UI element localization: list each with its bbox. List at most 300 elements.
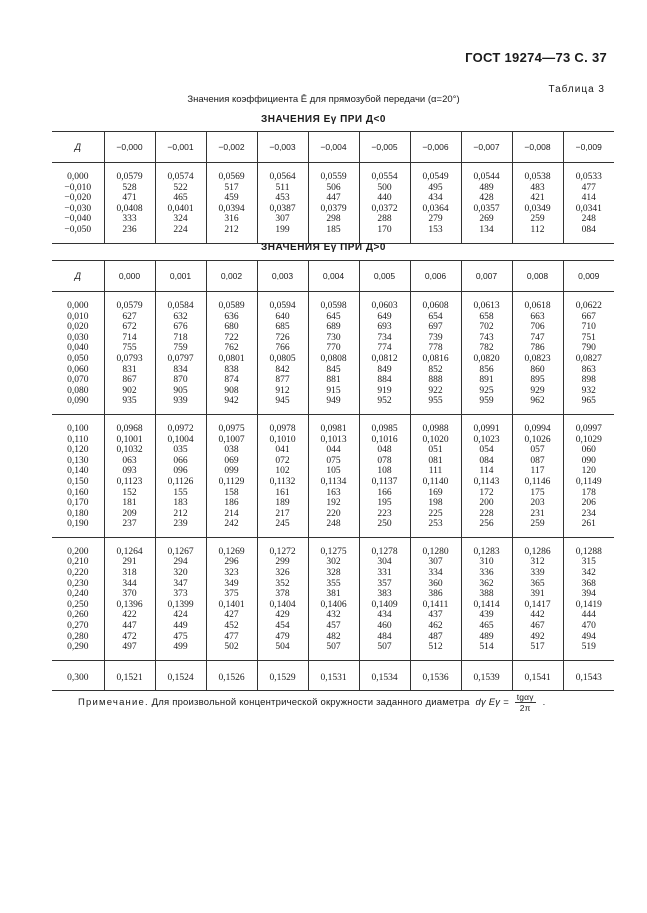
table-value: 427 bbox=[224, 610, 239, 621]
table-value: 452 bbox=[224, 621, 239, 632]
table-value: 718 bbox=[173, 332, 188, 343]
table-value: 0,1529 bbox=[269, 672, 296, 683]
value-cell bbox=[563, 537, 614, 660]
table-value: 0,0797 bbox=[167, 353, 194, 364]
table-value: 299 bbox=[275, 557, 290, 568]
value-cell bbox=[410, 292, 461, 415]
value-cell bbox=[155, 292, 206, 415]
table-value: 312 bbox=[530, 557, 545, 568]
value-cell bbox=[410, 537, 461, 660]
table-value: 224 bbox=[173, 224, 188, 235]
table-value: 465 bbox=[479, 621, 494, 632]
table-value: 747 bbox=[530, 332, 545, 343]
column-header: 0,006 bbox=[410, 261, 461, 292]
d-value: 0,020 bbox=[67, 322, 89, 333]
value-cell bbox=[206, 537, 257, 660]
table-value: 519 bbox=[581, 642, 596, 653]
table-value: 378 bbox=[275, 589, 290, 600]
table-value: 185 bbox=[326, 224, 341, 235]
table-value: 0,0364 bbox=[422, 203, 449, 214]
table-value: 475 bbox=[173, 631, 188, 642]
table-caption: Значения коэффициента Ē для прямозубой передачи (α=20°) bbox=[187, 94, 460, 105]
column-header: 0,008 bbox=[512, 261, 563, 292]
table-value: 386 bbox=[428, 589, 443, 600]
value-cell bbox=[461, 292, 512, 415]
d-value: 0,250 bbox=[67, 599, 89, 610]
table-value: 506 bbox=[326, 182, 341, 193]
d-value: 0,110 bbox=[67, 434, 89, 445]
value-cell bbox=[206, 292, 257, 415]
table-value: 355 bbox=[326, 578, 341, 589]
table-value: 0,0972 bbox=[167, 423, 194, 434]
table-value: 352 bbox=[275, 578, 290, 589]
table-value: 0,1399 bbox=[167, 599, 194, 610]
table-value: 0,0349 bbox=[524, 203, 551, 214]
table-value: 0,1417 bbox=[524, 599, 551, 610]
table-value: 877 bbox=[275, 375, 290, 386]
table-value: 0,0538 bbox=[524, 172, 551, 182]
table-value: 722 bbox=[224, 332, 239, 343]
table-value: 0,0533 bbox=[575, 172, 602, 182]
table-value: 888 bbox=[428, 375, 443, 386]
table-value: 291 bbox=[122, 557, 137, 568]
table-value: 434 bbox=[428, 193, 443, 204]
table-value: 0,1531 bbox=[320, 672, 347, 683]
table-value: 234 bbox=[581, 508, 596, 519]
table-value: 365 bbox=[530, 578, 545, 589]
value-cell bbox=[104, 163, 155, 244]
table-value: 685 bbox=[275, 322, 290, 333]
footnote-text: Для произвольной концентрической окружности заданного диаметра bbox=[151, 697, 470, 709]
column-header: 0,004 bbox=[308, 261, 359, 292]
table-value: 044 bbox=[326, 445, 341, 456]
table-value: 209 bbox=[122, 508, 137, 519]
table-value: 437 bbox=[428, 610, 443, 621]
table-value: 959 bbox=[479, 396, 494, 407]
table-value: 279 bbox=[428, 214, 443, 225]
table-value: 0,0991 bbox=[473, 423, 500, 434]
table-value: 316 bbox=[224, 214, 239, 225]
table-value: 0,1134 bbox=[320, 476, 347, 487]
column-header: −0,008 bbox=[512, 132, 563, 163]
table-value: 236 bbox=[122, 224, 137, 235]
table-value: 439 bbox=[479, 610, 494, 621]
table-value: 0,1137 bbox=[371, 476, 398, 487]
table-value: 093 bbox=[122, 466, 137, 477]
table-value: 449 bbox=[173, 621, 188, 632]
table-value: 459 bbox=[224, 193, 239, 204]
table-row-group bbox=[52, 537, 614, 660]
table-value: 114 bbox=[479, 466, 494, 477]
d-values-cell bbox=[52, 537, 104, 660]
table-value: 0,0808 bbox=[320, 353, 347, 364]
table-value: 0,0608 bbox=[422, 301, 449, 311]
table-value: 955 bbox=[428, 396, 443, 407]
value-cell bbox=[512, 292, 563, 415]
table-value: 373 bbox=[173, 589, 188, 600]
table-value: 730 bbox=[326, 332, 341, 343]
table-value: 511 bbox=[275, 182, 290, 193]
table-value: 915 bbox=[326, 385, 341, 396]
table-value: 845 bbox=[326, 364, 341, 375]
column-header: 0,005 bbox=[359, 261, 410, 292]
table-value: 178 bbox=[581, 487, 596, 498]
table-value: 0,0584 bbox=[167, 301, 194, 311]
table-value: 0,0820 bbox=[473, 353, 500, 364]
table-value: 237 bbox=[122, 519, 137, 530]
table-value: 0,0997 bbox=[575, 423, 602, 434]
column-header: 0,001 bbox=[155, 261, 206, 292]
table-value: 929 bbox=[530, 385, 545, 396]
table-value: 0,0618 bbox=[524, 301, 551, 311]
table-value: 0,0968 bbox=[116, 423, 143, 434]
value-cell bbox=[563, 660, 614, 691]
value-cell bbox=[512, 414, 563, 537]
table-value: 038 bbox=[224, 445, 239, 456]
table-value: 902 bbox=[122, 385, 137, 396]
table-value: 627 bbox=[122, 311, 137, 322]
column-header-d: Д bbox=[74, 141, 81, 152]
table-value: 054 bbox=[479, 445, 494, 456]
table-value: 0,0554 bbox=[371, 172, 398, 182]
d-value: −0,030 bbox=[64, 203, 92, 214]
table-value: 514 bbox=[479, 642, 494, 653]
value-cell bbox=[104, 660, 155, 691]
table-value: 349 bbox=[224, 578, 239, 589]
value-cell bbox=[308, 537, 359, 660]
table-value: 170 bbox=[377, 224, 392, 235]
table-value: 041 bbox=[275, 445, 290, 456]
table-value: 697 bbox=[428, 322, 443, 333]
table-value: 726 bbox=[275, 332, 290, 343]
table-value: 212 bbox=[224, 224, 239, 235]
table-value: 347 bbox=[173, 578, 188, 589]
table-value: 0,1272 bbox=[269, 546, 296, 557]
value-cell bbox=[257, 292, 308, 415]
table-value: 831 bbox=[122, 364, 137, 375]
table-value: 702 bbox=[479, 322, 494, 333]
table-value: 298 bbox=[326, 214, 341, 225]
table-value: 169 bbox=[428, 487, 443, 498]
table-value: 0,1023 bbox=[473, 434, 500, 445]
table-value: 0,0801 bbox=[218, 353, 245, 364]
table-value: 0,1132 bbox=[269, 476, 296, 487]
table-value: 0,1010 bbox=[269, 434, 296, 445]
table-value: 388 bbox=[479, 589, 494, 600]
table-value: 323 bbox=[224, 568, 239, 579]
d-value: 0,170 bbox=[67, 498, 89, 509]
table-value: 965 bbox=[581, 396, 596, 407]
column-header: −0,003 bbox=[257, 132, 308, 163]
table-value: 326 bbox=[275, 568, 290, 579]
table-value: 0,0394 bbox=[218, 203, 245, 214]
table-value: 072 bbox=[275, 455, 290, 466]
table-value: 0,1414 bbox=[473, 599, 500, 610]
table-value: 336 bbox=[479, 568, 494, 579]
table-value: 472 bbox=[122, 631, 137, 642]
column-header: −0,004 bbox=[308, 132, 359, 163]
table-value: 434 bbox=[377, 610, 392, 621]
d-value: 0,010 bbox=[67, 311, 89, 322]
table-value: 0,0598 bbox=[320, 301, 347, 311]
table-value: 0,1267 bbox=[167, 546, 194, 557]
table-value: 693 bbox=[377, 322, 392, 333]
table-value: 962 bbox=[530, 396, 545, 407]
table-value: 155 bbox=[173, 487, 188, 498]
d-value: 0,030 bbox=[67, 332, 89, 343]
table-value: 881 bbox=[326, 375, 341, 386]
table-value: 421 bbox=[530, 193, 545, 204]
value-cell bbox=[461, 537, 512, 660]
table-value: 751 bbox=[581, 332, 596, 343]
table-value: 0,1401 bbox=[218, 599, 245, 610]
table-value: 489 bbox=[479, 631, 494, 642]
table-value: 102 bbox=[275, 466, 290, 477]
footnote-formula-end: . bbox=[542, 697, 546, 709]
value-cell bbox=[257, 163, 308, 244]
table-value: 495 bbox=[428, 182, 443, 193]
table-value: 432 bbox=[326, 610, 341, 621]
table-value: 714 bbox=[122, 332, 137, 343]
table-value: 0,1411 bbox=[422, 599, 449, 610]
value-cell bbox=[257, 660, 308, 691]
table-value: 497 bbox=[122, 642, 137, 653]
column-header: −0,009 bbox=[563, 132, 614, 163]
column-header-d: Д bbox=[74, 270, 81, 281]
table-value: 422 bbox=[122, 610, 137, 621]
value-cell bbox=[359, 163, 410, 244]
table-row-group bbox=[52, 292, 614, 415]
value-cell bbox=[257, 537, 308, 660]
table-value: 069 bbox=[224, 455, 239, 466]
table-value: 117 bbox=[530, 466, 545, 477]
table-value: 304 bbox=[377, 557, 392, 568]
column-header: −0,007 bbox=[461, 132, 512, 163]
table-value: 442 bbox=[530, 610, 545, 621]
table-value: 259 bbox=[530, 214, 545, 225]
table-value: 932 bbox=[581, 385, 596, 396]
table-value: 465 bbox=[173, 193, 188, 204]
value-cell bbox=[104, 414, 155, 537]
table-value: 898 bbox=[581, 375, 596, 386]
table-value: 394 bbox=[581, 589, 596, 600]
table-value: 0,0978 bbox=[269, 423, 296, 434]
table-value: 192 bbox=[326, 498, 341, 509]
table-value: 370 bbox=[122, 589, 137, 600]
d-value: 0,290 bbox=[67, 642, 89, 653]
value-cell bbox=[512, 660, 563, 691]
table-value: 183 bbox=[173, 498, 188, 509]
value-cell bbox=[563, 163, 614, 244]
value-cell bbox=[461, 660, 512, 691]
formula-numerator: tgαγ bbox=[516, 692, 534, 702]
table-value: 0,0975 bbox=[218, 423, 245, 434]
d-value: 0,220 bbox=[67, 568, 89, 579]
table-value: 482 bbox=[326, 631, 341, 642]
table-value: 239 bbox=[173, 519, 188, 530]
value-cell bbox=[104, 292, 155, 415]
table-value: 328 bbox=[326, 568, 341, 579]
table-value: 248 bbox=[326, 519, 341, 530]
d-value: 0,060 bbox=[67, 364, 89, 375]
table-value: 507 bbox=[326, 642, 341, 653]
table-row-group bbox=[52, 660, 614, 691]
table-value: 849 bbox=[377, 364, 392, 375]
table-value: 0,1275 bbox=[320, 546, 347, 557]
table-value: 457 bbox=[326, 621, 341, 632]
table-value: 120 bbox=[581, 466, 596, 477]
table-value: 447 bbox=[326, 193, 341, 204]
footnote-formula-fraction bbox=[515, 692, 536, 713]
table-value: 0,1539 bbox=[473, 672, 500, 683]
table-value: 939 bbox=[173, 396, 188, 407]
value-cell bbox=[308, 414, 359, 537]
value-cell bbox=[410, 660, 461, 691]
table-value: 048 bbox=[377, 445, 392, 456]
d-value: 0,150 bbox=[67, 476, 89, 487]
footnote bbox=[78, 692, 545, 713]
table-value: 672 bbox=[122, 322, 137, 333]
d-value: 0,130 bbox=[67, 455, 89, 466]
table-value: 152 bbox=[122, 487, 137, 498]
value-cell bbox=[206, 163, 257, 244]
table-value: 181 bbox=[122, 498, 137, 509]
table-value: 838 bbox=[224, 364, 239, 375]
d-value: 0,240 bbox=[67, 589, 89, 600]
table-value: 908 bbox=[224, 385, 239, 396]
d-value: 0,100 bbox=[67, 423, 89, 434]
value-cell bbox=[155, 163, 206, 244]
value-cell bbox=[206, 414, 257, 537]
table-value: 860 bbox=[530, 364, 545, 375]
table-value: 782 bbox=[479, 343, 494, 354]
table-value: 035 bbox=[173, 445, 188, 456]
value-cell bbox=[359, 292, 410, 415]
table-value: 075 bbox=[326, 455, 341, 466]
table-value: 334 bbox=[428, 568, 443, 579]
d-value: 0,050 bbox=[67, 353, 89, 364]
table-value: 294 bbox=[173, 557, 188, 568]
table-value: 507 bbox=[377, 642, 392, 653]
table-value: 502 bbox=[224, 642, 239, 653]
d-value: 0,190 bbox=[67, 519, 89, 530]
table-value: 522 bbox=[173, 182, 188, 193]
table-value: 935 bbox=[122, 396, 137, 407]
table-value: 310 bbox=[479, 557, 494, 568]
table-value: 060 bbox=[581, 445, 596, 456]
table-value: 223 bbox=[377, 508, 392, 519]
table-value: 0,0827 bbox=[575, 353, 602, 364]
table-value: 470 bbox=[581, 621, 596, 632]
table-value: 0,1543 bbox=[575, 672, 602, 683]
value-cell bbox=[155, 414, 206, 537]
table-value: 0,1524 bbox=[167, 672, 194, 683]
table-value: 111 bbox=[428, 466, 443, 477]
table-value: 0,1406 bbox=[320, 599, 347, 610]
table-value: 512 bbox=[428, 642, 443, 653]
table-value: 134 bbox=[479, 224, 494, 235]
table-value: 248 bbox=[581, 214, 596, 225]
d-value: 0,280 bbox=[67, 631, 89, 642]
table-value: 0,1029 bbox=[575, 434, 602, 445]
table-value: 884 bbox=[377, 375, 392, 386]
table-value: 454 bbox=[275, 621, 290, 632]
table-value: 0,0805 bbox=[269, 353, 296, 364]
table-value: 680 bbox=[224, 322, 239, 333]
d-value: 0,080 bbox=[67, 385, 89, 396]
table-value: 770 bbox=[326, 343, 341, 354]
table-value: 112 bbox=[530, 224, 545, 235]
table-value: 0,0544 bbox=[473, 172, 500, 182]
table-value: 477 bbox=[581, 182, 596, 193]
table-value: 640 bbox=[275, 311, 290, 322]
table-value: 0,0812 bbox=[371, 353, 398, 364]
table-value: 153 bbox=[428, 224, 443, 235]
column-header: 0,000 bbox=[104, 261, 155, 292]
table-value: 689 bbox=[326, 322, 341, 333]
table-value: 166 bbox=[377, 487, 392, 498]
table-value: 0,0564 bbox=[269, 172, 296, 182]
table-row-group bbox=[52, 414, 614, 537]
table-value: 762 bbox=[224, 343, 239, 354]
table-value: 0,0574 bbox=[167, 172, 194, 182]
table-value: 0,1007 bbox=[218, 434, 245, 445]
table-value: 090 bbox=[581, 455, 596, 466]
d-values-cell bbox=[52, 660, 104, 691]
header-row bbox=[52, 261, 614, 292]
table-value: 0,1032 bbox=[116, 445, 143, 456]
table-value: 331 bbox=[377, 568, 392, 579]
table-value: 0,0579 bbox=[116, 301, 143, 311]
table-value: 492 bbox=[530, 631, 545, 642]
table-value: 0,0603 bbox=[371, 301, 398, 311]
value-cell bbox=[461, 163, 512, 244]
table-value: 391 bbox=[530, 589, 545, 600]
table-value: 487 bbox=[428, 631, 443, 642]
value-cell bbox=[359, 660, 410, 691]
table-value: 375 bbox=[224, 589, 239, 600]
table-value: 066 bbox=[173, 455, 188, 466]
value-cell bbox=[512, 163, 563, 244]
table-value: 632 bbox=[173, 311, 188, 322]
table-value: 087 bbox=[530, 455, 545, 466]
table-value: 0,1288 bbox=[575, 546, 602, 557]
column-header: 0,009 bbox=[563, 261, 614, 292]
table-value: 477 bbox=[224, 631, 239, 642]
table-row-group bbox=[52, 163, 614, 244]
table-value: 424 bbox=[173, 610, 188, 621]
table-value: 766 bbox=[275, 343, 290, 354]
table-value: 663 bbox=[530, 311, 545, 322]
table-value: 676 bbox=[173, 322, 188, 333]
table-value: 357 bbox=[377, 578, 392, 589]
value-cell bbox=[563, 292, 614, 415]
table-value: 225 bbox=[428, 508, 443, 519]
value-cell bbox=[563, 414, 614, 537]
table-value: 905 bbox=[173, 385, 188, 396]
value-cell bbox=[410, 414, 461, 537]
table-value: 051 bbox=[428, 445, 443, 456]
table-value: 078 bbox=[377, 455, 392, 466]
table-value: 0,1140 bbox=[422, 476, 449, 487]
column-header: −0,005 bbox=[359, 132, 410, 163]
table-value: 259 bbox=[530, 519, 545, 530]
column-header: 0,003 bbox=[257, 261, 308, 292]
column-header: −0,000 bbox=[104, 132, 155, 163]
table-value: 0,0357 bbox=[473, 203, 500, 214]
value-cell bbox=[155, 537, 206, 660]
table-value: 842 bbox=[275, 364, 290, 375]
